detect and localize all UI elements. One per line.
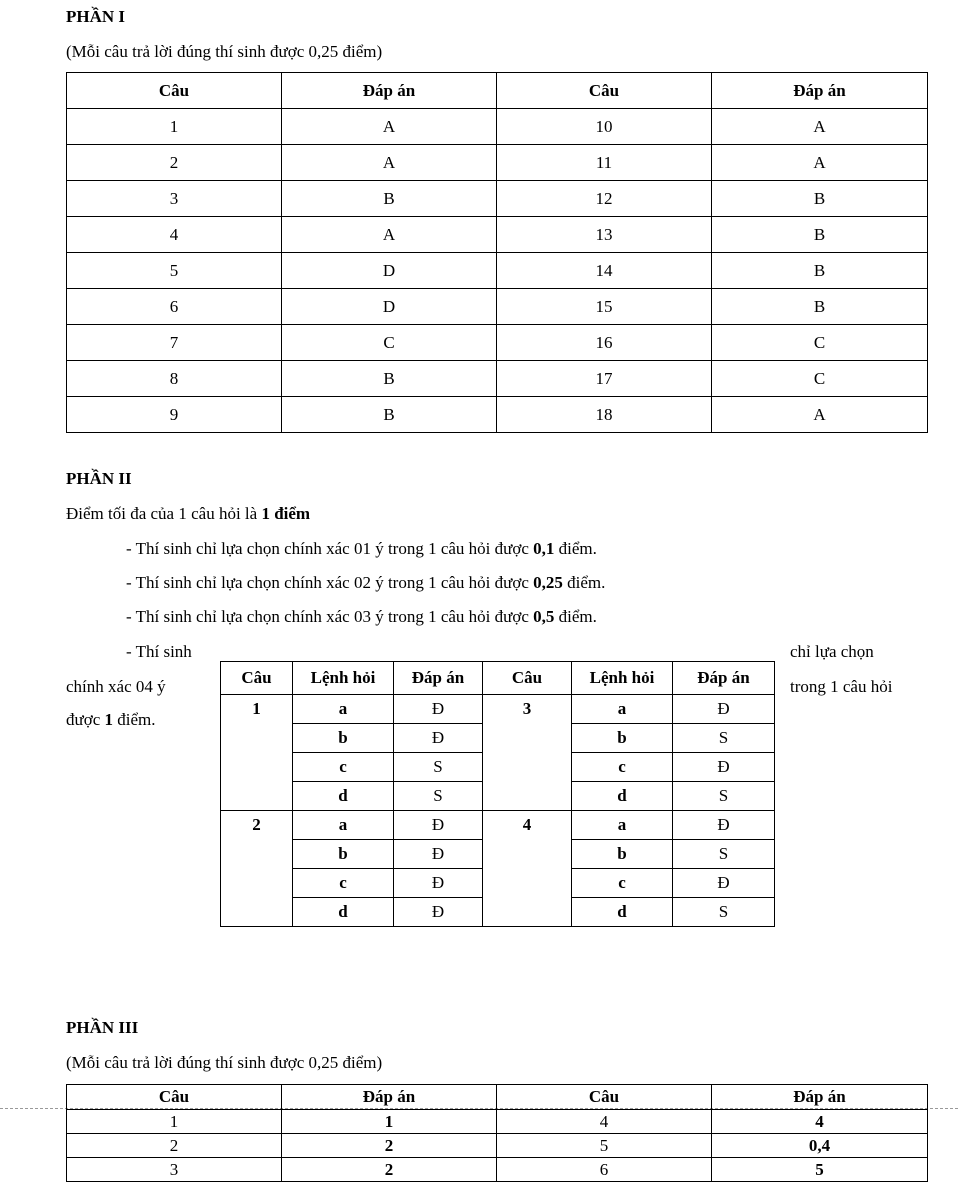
table-row [67, 397, 928, 433]
table-cell: A [712, 109, 928, 145]
answer-cell: Đ [673, 869, 775, 898]
question-number-cell: 3 [483, 695, 572, 811]
table-header-row [67, 73, 928, 109]
table-cell: B [282, 397, 497, 433]
answer-cell: S [673, 840, 775, 869]
statement-cell: b [572, 840, 673, 869]
table-cell: 17 [497, 361, 712, 397]
table-cell: 6 [67, 289, 282, 325]
table-cell: A [282, 217, 497, 253]
answer-cell: Đ [394, 840, 483, 869]
table-row [67, 1134, 928, 1158]
table-row [67, 1158, 928, 1182]
table-header-cell: Câu [67, 1085, 282, 1110]
table-cell: 4 [712, 1110, 928, 1134]
table-header-cell: Đáp án [282, 1085, 497, 1110]
table-cell: 11 [497, 145, 712, 181]
table-header-row [67, 1085, 928, 1110]
max-score-value: 1 điểm [261, 504, 311, 523]
rule-unit: điểm. [554, 607, 597, 626]
rule-unit: điểm. [113, 710, 156, 729]
table-cell: 5 [712, 1158, 928, 1182]
rule-wrap-b: chỉ lựa chọn [790, 642, 874, 661]
statement-cell: a [293, 695, 394, 724]
table-cell: D [282, 253, 497, 289]
statement-cell: d [293, 898, 394, 927]
part3-note: (Mỗi câu trả lời đúng thí sinh được 0,25 điểm) [66, 1053, 383, 1072]
table-cell: 6 [497, 1158, 712, 1182]
answer-cell: S [394, 753, 483, 782]
table-header-cell: Lệnh hỏi [293, 662, 394, 695]
table-cell: C [282, 325, 497, 361]
rule-score: 0,25 [533, 573, 563, 592]
table-row [221, 811, 775, 840]
rule-text: - Thí sinh chỉ lựa chọn chính xác 03 ý trong 1 câu hỏi được [126, 607, 534, 626]
max-score-label: Điểm tối đa của 1 câu hỏi là [66, 504, 262, 523]
statement-cell: a [572, 811, 673, 840]
statement-cell: c [572, 753, 673, 782]
table-row [67, 217, 928, 253]
table-header-cell: Đáp án [282, 73, 497, 109]
question-number-cell: 4 [483, 811, 572, 927]
statement-cell: a [572, 695, 673, 724]
table-cell: B [282, 181, 497, 217]
table-cell: 8 [67, 361, 282, 397]
table-cell: 1 [282, 1110, 497, 1134]
table-row [221, 695, 775, 724]
table-cell: 2 [67, 1134, 282, 1158]
part1-note: (Mỗi câu trả lời đúng thí sinh được 0,25 điểm) [66, 42, 383, 61]
statement-cell: c [572, 869, 673, 898]
statement-cell: b [572, 724, 673, 753]
table-cell: 1 [67, 109, 282, 145]
table-header-cell: Đáp án [712, 73, 928, 109]
table-cell: A [712, 397, 928, 433]
part3-title: PHẦN III [66, 1018, 139, 1037]
table-row [67, 289, 928, 325]
table-header-cell: Đáp án [712, 1085, 928, 1110]
statement-cell: a [293, 811, 394, 840]
table-header-cell: Câu [483, 662, 572, 695]
table-cell: 16 [497, 325, 712, 361]
table-header-cell: Câu [67, 73, 282, 109]
statement-cell: c [293, 869, 394, 898]
table-cell: B [712, 289, 928, 325]
rule-wrap-e [66, 710, 156, 730]
question-number-cell: 1 [221, 695, 293, 811]
rule-line [126, 607, 597, 627]
table-cell: B [282, 361, 497, 397]
table-header-cell: Câu [497, 1085, 712, 1110]
table-cell: 14 [497, 253, 712, 289]
table-cell: A [282, 109, 497, 145]
table-cell: 2 [282, 1134, 497, 1158]
table-header-cell: Đáp án [673, 662, 775, 695]
answer-cell: Đ [394, 811, 483, 840]
table-cell: 13 [497, 217, 712, 253]
rule-text: - Thí sinh chỉ lựa chọn chính xác 01 ý trong 1 câu hỏi được [126, 539, 534, 558]
part1-title: PHẦN I [66, 7, 126, 26]
rule-line [126, 539, 597, 559]
statement-cell: b [293, 840, 394, 869]
table-cell: 2 [282, 1158, 497, 1182]
statement-cell: c [293, 753, 394, 782]
table-cell: B [712, 253, 928, 289]
part2-max-score [66, 504, 310, 524]
table-cell: 15 [497, 289, 712, 325]
table-header-row [221, 662, 775, 695]
table-cell: 5 [67, 253, 282, 289]
table-row [67, 1110, 928, 1134]
rule-wrap-d: trong 1 câu hỏi [790, 677, 893, 696]
answer-cell: Đ [394, 869, 483, 898]
answer-cell: Đ [673, 695, 775, 724]
table-row [67, 145, 928, 181]
answer-cell: Đ [394, 695, 483, 724]
answer-cell: S [673, 724, 775, 753]
table-cell: 1 [67, 1110, 282, 1134]
table-header-cell: Câu [497, 73, 712, 109]
answer-cell: S [394, 782, 483, 811]
table-header-cell: Lệnh hỏi [572, 662, 673, 695]
table-cell: A [712, 145, 928, 181]
table-cell: 2 [67, 145, 282, 181]
part3-answer-table [66, 1084, 928, 1182]
table-cell: 4 [67, 217, 282, 253]
answer-cell: Đ [673, 811, 775, 840]
statement-cell: d [572, 782, 673, 811]
rule-text: - Thí sinh chỉ lựa chọn chính xác 02 ý trong 1 câu hỏi được [126, 573, 534, 592]
answer-cell: Đ [394, 724, 483, 753]
table-cell: 7 [67, 325, 282, 361]
rule-wrap-c: chính xác 04 ý [66, 677, 166, 696]
table-cell: 3 [67, 181, 282, 217]
rule-wrap-a: - Thí sinh [126, 642, 192, 661]
table-cell: A [282, 145, 497, 181]
table-cell: 9 [67, 397, 282, 433]
table-row [67, 109, 928, 145]
table-row [67, 361, 928, 397]
table-row [67, 253, 928, 289]
rule-score: 0,1 [533, 539, 555, 558]
part2-answer-table [220, 661, 775, 927]
table-cell: 0,4 [712, 1134, 928, 1158]
table-row [67, 181, 928, 217]
table-cell: 3 [67, 1158, 282, 1182]
part1-answer-table [66, 72, 928, 433]
statement-cell: d [572, 898, 673, 927]
table-header-cell: Đáp án [394, 662, 483, 695]
rule-score: 1 [104, 710, 113, 729]
table-cell: C [712, 325, 928, 361]
answer-cell: S [673, 782, 775, 811]
table-cell: C [712, 361, 928, 397]
rule-unit: điểm. [554, 539, 597, 558]
table-cell: 12 [497, 181, 712, 217]
table-cell: B [712, 217, 928, 253]
answer-cell: Đ [673, 753, 775, 782]
question-number-cell: 2 [221, 811, 293, 927]
rule-line [126, 573, 605, 593]
table-cell: D [282, 289, 497, 325]
table-cell: 10 [497, 109, 712, 145]
rule-unit: điểm. [562, 573, 606, 592]
table-cell: B [712, 181, 928, 217]
table-cell: 5 [497, 1134, 712, 1158]
statement-cell: b [293, 724, 394, 753]
table-cell: 18 [497, 397, 712, 433]
table-cell: 4 [497, 1110, 712, 1134]
answer-cell: S [673, 898, 775, 927]
rule-text: được [66, 710, 105, 729]
answer-cell: Đ [394, 898, 483, 927]
part2-title: PHẦN II [66, 469, 132, 488]
statement-cell: d [293, 782, 394, 811]
table-row [67, 325, 928, 361]
rule-score: 0,5 [533, 607, 555, 626]
table-header-cell: Câu [221, 662, 293, 695]
